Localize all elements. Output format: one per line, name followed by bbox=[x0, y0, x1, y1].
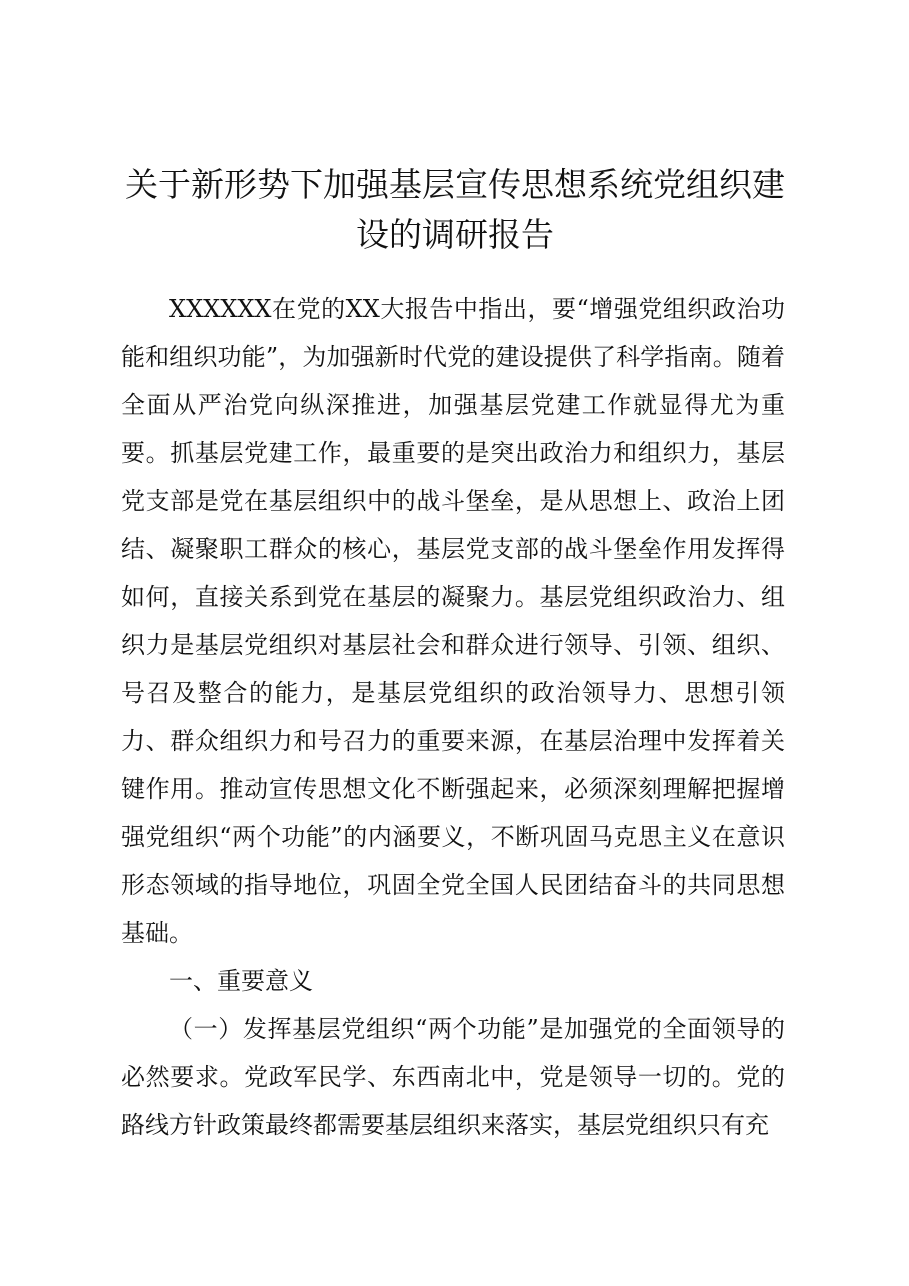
document-body bbox=[121, 285, 785, 1149]
document-title: 关于新形势下加强基层宣传思想系统党组织建设的调研报告 bbox=[125, 165, 785, 254]
intro-paragraph: XXXXXX在党的XX大报告中指出，要“增强党组织政治功能和组织功能”，为加强新时代党的建设提供了科学指南。随着全面从严治党向纵深推进，加强基层党建工作就显得尤为重要。抓基层党建工作，最重要的是突出政治力和组织力，基层党支部是党在基层组织中的战斗堡垒，是从思想上、政治上团结、凝聚职工群众的核心，基层党支部的战斗堡垒作用发挥得如何，直接关系到党在基层的凝聚力。基层党组织政治力、组织力是基层党组织对基层社会和群众进行领导、引领、组织、号召及整合的能力，是基层党组织的政治领导力、思想引领力、群众组织力和号召力的重要来源，在基层治理中发挥着关键作用。推动宣传思想文化不断强起来，必须深刻理解把握增强党组织“两个功能”的内涵要义，不断巩固马克思主义在意识形态领域的指导地位，巩固全党全国人民团结奋斗的共同思想基础。 bbox=[121, 295, 785, 947]
subsection-paragraph: （一）发挥基层党组织“两个功能”是加强党的全面领导的必然要求。党政军民学、东西南北中，党是领导一切的。党的路线方针政策最终都需要基层组织来落实，基层党组织只有充 bbox=[121, 1015, 785, 1139]
section-heading: 一、重要意义 bbox=[169, 967, 313, 995]
